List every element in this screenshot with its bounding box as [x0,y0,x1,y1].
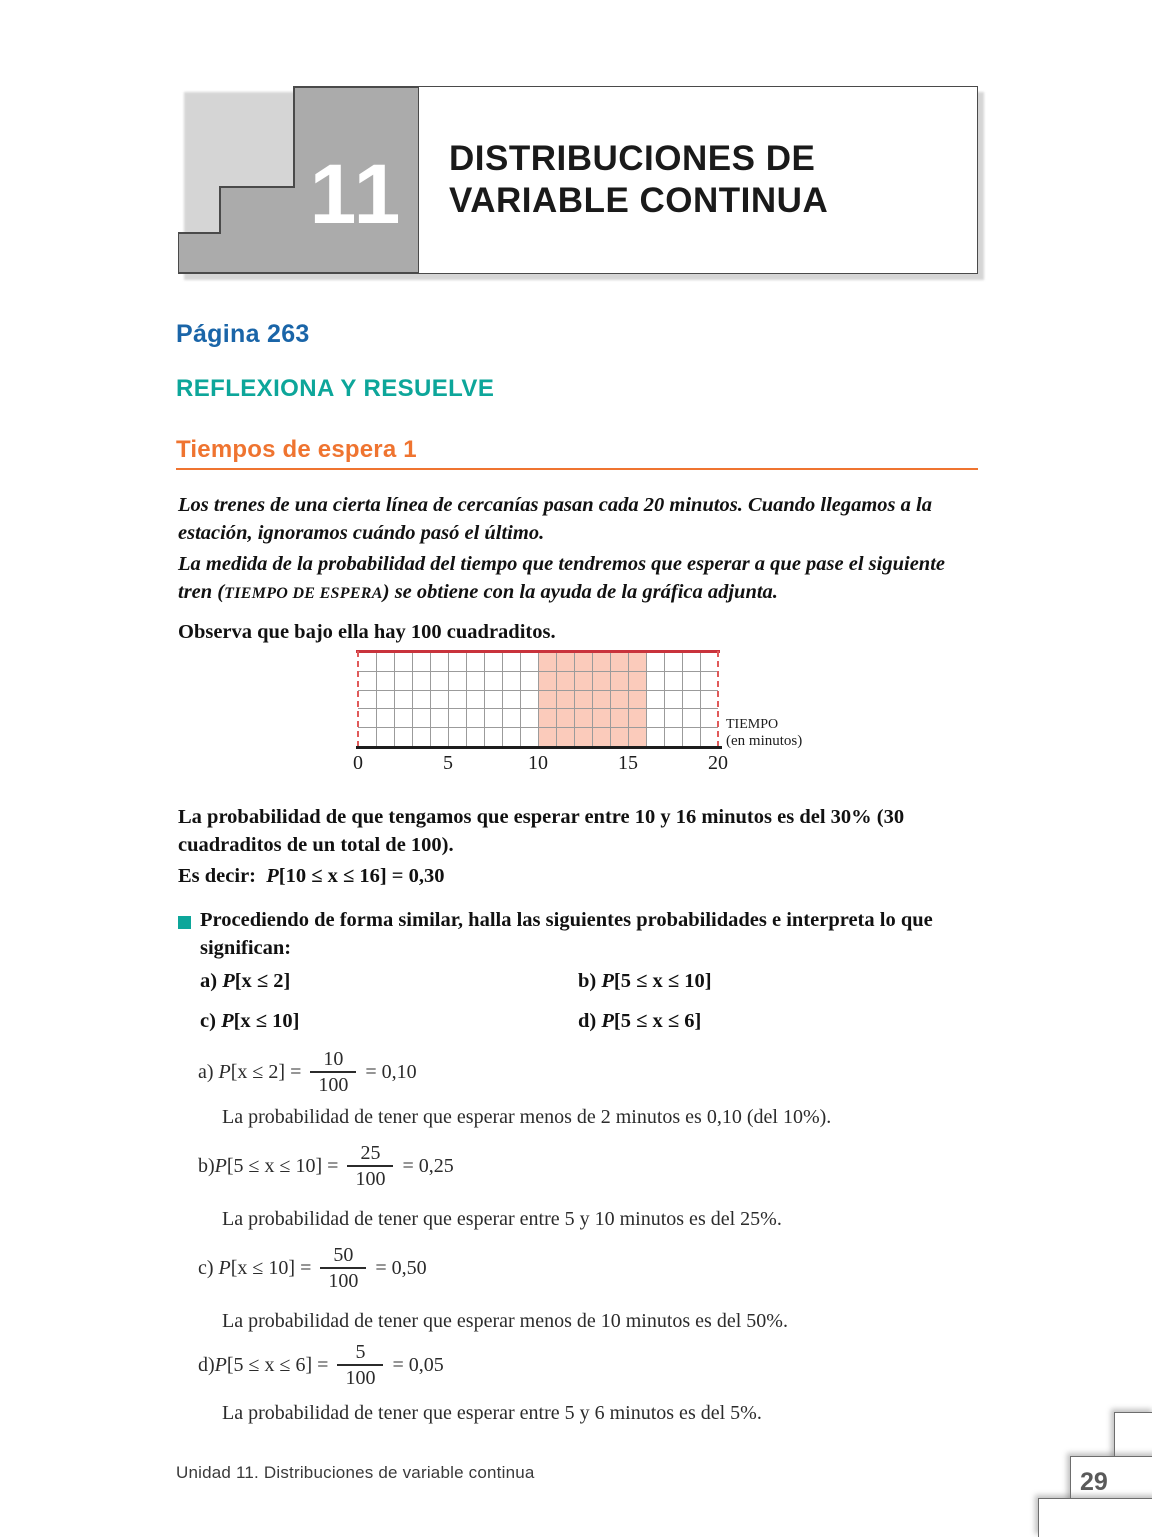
solution-d-P: P [214,1354,227,1377]
solution-d-explanation: La probabilidad de tener que esperar entre 5 y 6 minutos es del 5%. [222,1402,762,1424]
chapter-banner [178,86,978,274]
formula-P: P [266,865,279,887]
solution-b-denominator: 100 [355,1167,386,1190]
exercise-item-a-P: P [222,970,235,992]
solution-b-expr: [5 ≤ x ≤ 10] [226,1155,323,1178]
intro-p2-smallcaps: TIEMPO DE ESPERA [224,585,383,602]
solution-d-result: 0,05 [408,1354,444,1377]
right-dashed-edge [717,651,719,747]
solution-a-denominator: 100 [318,1073,349,1096]
intro-paragraph-1: Los trenes de una cierta línea de cercanías pasan cada 20 minutos. Cuando llegamos a la estación, ignoramos cuándo pasó el último. [178,494,932,544]
solution-b-fraction [347,1143,393,1189]
solution-d-fraction [337,1342,383,1388]
x-tick-20: 20 [708,752,728,774]
x-tick-10: 10 [528,752,548,774]
footer-unit-label: Unidad 11. Distribuciones de variable continua [176,1463,535,1482]
solution-a-eq2: = [365,1061,377,1084]
solution-c-label: c) [198,1257,214,1280]
solution-c-numerator: 50 [333,1244,354,1266]
formula-body: [10 ≤ x ≤ 16] = 0,30 [278,865,445,887]
exercise-item-c-P: P [221,1010,234,1032]
solution-b-eq1: = [327,1155,339,1178]
exercise-item-d-label: d) [578,1010,597,1032]
banner-title-box [418,86,978,274]
after-chart-formula [178,862,978,890]
page-number: 29 [1080,1468,1108,1496]
solution-b-explanation: La probabilidad de tener que esperar entre 5 y 10 minutos es del 25%. [222,1208,782,1230]
x-axis-caption [726,716,802,750]
solution-d-eq2: = [392,1354,404,1377]
exercise-item-d-P: P [601,1010,614,1032]
solution-c-result: 0,50 [391,1257,427,1280]
x-tick-5: 5 [443,752,453,774]
solution-c-eq1: = [300,1257,312,1280]
left-dashed-edge [357,651,359,747]
intro-p2-after: ) se obtiene con la ayuda de la gráfica adjunta. [382,581,778,603]
solution-a-eq1: = [290,1061,302,1084]
solution-a-result: 0,10 [381,1061,417,1084]
solution-c-P: P [218,1257,231,1280]
solution-b-label: b) [198,1155,215,1178]
intro-p2-before: La medida de la probabilidad del tiempo que tendremos que esperar a que pase el siguiente tren ( [178,553,945,603]
solution-d-numerator: 5 [355,1341,366,1363]
solution-a [198,1050,417,1096]
x-axis-caption-main: TIEMPO [726,717,779,732]
exercise-item-a-label: a) [200,970,218,992]
solution-a-label: a) [198,1061,214,1084]
solution-b-P: P [214,1155,227,1178]
exercise-item-b-P: P [601,970,614,992]
exercise-item-d [578,1010,701,1033]
exercise-item-c-expr: [x ≤ 10] [233,1010,300,1032]
bullet-square-icon [178,916,191,929]
exercise-item-d-expr: [5 ≤ x ≤ 6] [613,1010,702,1032]
solution-a-expr: [x ≤ 2] [230,1061,286,1084]
subsection-title: Tiempos de espera 1 [176,436,417,463]
solution-c-denominator: 100 [328,1269,359,1292]
x-tick-15: 15 [618,752,638,774]
solution-a-fraction [310,1049,356,1095]
exercise-item-b [578,970,712,993]
banner-title-line-1: DISTRIBUCIONES DE [449,139,816,178]
solution-b-eq2: = [402,1155,414,1178]
density-top-line [356,650,720,653]
exercise-item-b-label: b) [578,970,597,992]
x-tick-0: 0 [353,752,363,774]
intro-paragraph-3: Observa que bajo ella hay 100 cuadraditos. [178,621,556,643]
x-axis-caption-sub: (en minutos) [726,733,803,749]
solution-d-label: d) [198,1354,215,1377]
subsection-rule [176,468,978,470]
after-chart-paragraph: La probabilidad de que tengamos que esperar entre 10 y 16 minutos es del 30% (30 cuadraditos de un total de 100). [178,806,905,856]
corner-step-3 [1038,1498,1152,1537]
solution-c-eq2: = [375,1257,387,1280]
section-heading: REFLEXIONA Y RESUELVE [176,375,495,402]
solution-c-fraction [320,1245,366,1291]
solution-d-denominator: 100 [345,1366,376,1389]
solution-d-expr: [5 ≤ x ≤ 6] [226,1354,313,1377]
exercise-item-c [200,1010,300,1033]
exercise-item-c-label: c) [200,1010,216,1032]
solution-b [198,1144,454,1190]
solution-b-result: 0,25 [418,1155,454,1178]
chapter-number: 11 [309,147,403,241]
solution-a-numerator: 10 [323,1048,344,1070]
solution-c-expr: [x ≤ 10] [230,1257,296,1280]
intro-paragraph-2 [178,550,978,608]
page-corner-graphic [1042,1406,1152,1536]
x-axis-line [356,746,722,749]
exercise-prompt: Procediendo de forma similar, halla las siguientes probabilidades e interpreta lo que significan: [200,909,933,959]
solution-a-explanation: La probabilidad de tener que esperar menos de 2 minutos es 0,10 (del 10%). [222,1106,832,1128]
banner-title-line-2: VARIABLE CONTINUA [449,181,829,220]
solution-a-P: P [218,1061,231,1084]
solution-c-explanation: La probabilidad de tener que esperar menos de 10 minutos es del 50%. [222,1310,788,1332]
solution-c [198,1246,427,1292]
exercise-item-b-expr: [5 ≤ x ≤ 10] [613,970,712,992]
exercise-item-a-expr: [x ≤ 2] [234,970,291,992]
solution-d [198,1343,444,1389]
page-label: Página 263 [176,320,310,348]
solution-d-eq1: = [317,1354,329,1377]
uniform-distribution-chart [353,652,803,774]
es-decir-label: Es decir: [178,865,256,887]
solution-b-numerator: 25 [360,1142,381,1164]
chart-plot-area [353,652,803,774]
exercise-item-a [200,970,290,993]
